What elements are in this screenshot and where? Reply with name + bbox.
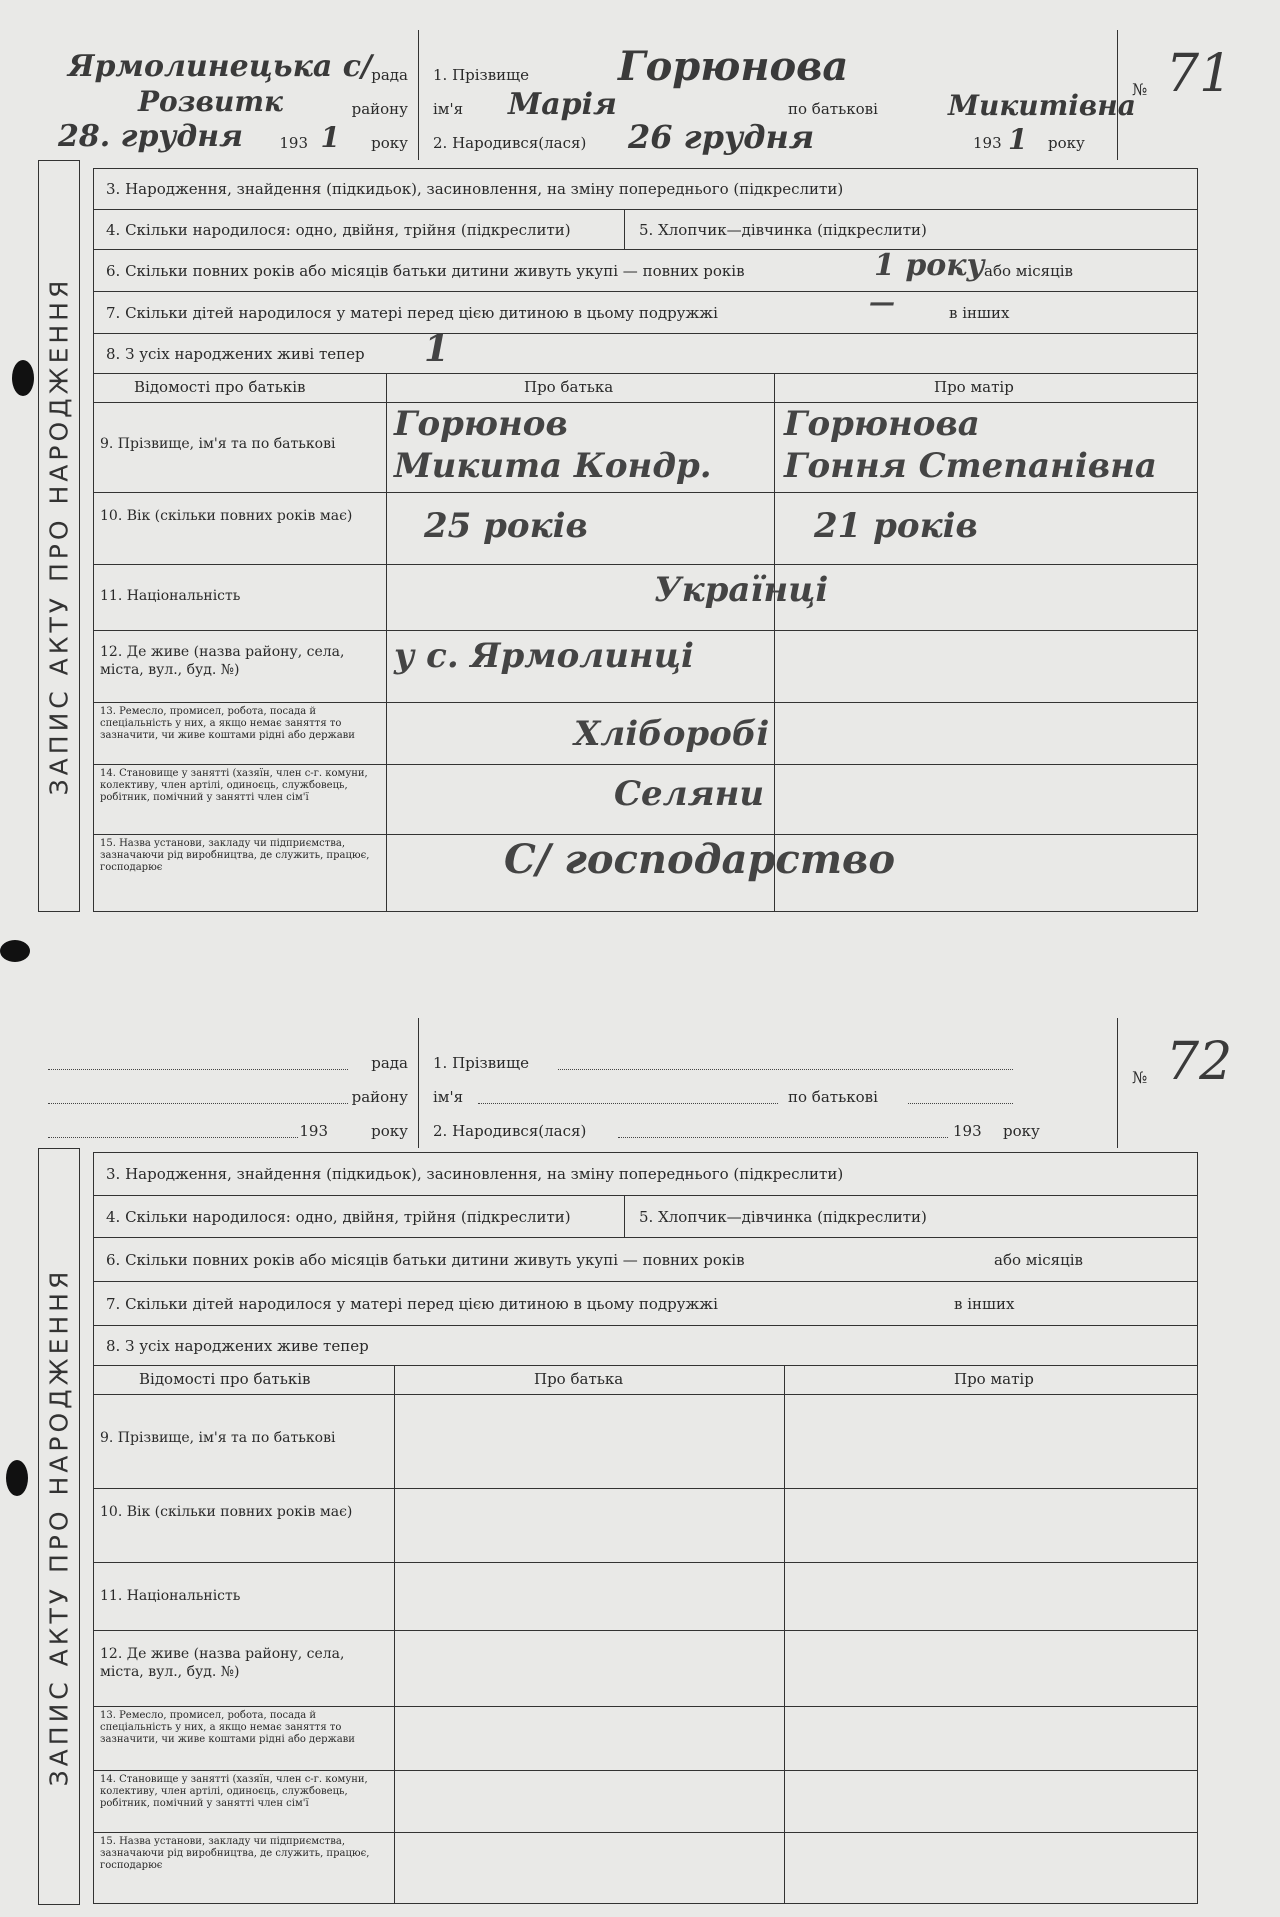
number-value: 72 [1166,1032,1233,1092]
surname-label: 1. Прізвище [433,66,530,84]
patronymic-label: по батькові [788,100,878,118]
label-9: 9. Прізвище, ім'я та по батькові [100,1430,336,1446]
row-6 [94,1237,1197,1282]
binding-hole [12,360,34,396]
label-13: 13. Ремесло, промисел, робота, посада й спеціальність у них, а якщо немає заняття то зазначити, чи живе коштами рідні або держави [100,706,355,741]
dotted-line [618,1137,948,1138]
record-number-box [1117,1018,1233,1148]
record-table [93,168,1198,912]
row-line [94,492,1197,493]
mother-age: 21 років [814,506,978,546]
row-line [94,1562,1197,1563]
born-label: 2. Народився(лася) [433,134,587,152]
born-label: 2. Народився(лася) [433,1122,587,1140]
row-3-text: 3. Народження, знайдення (підкидьок), засиновлення, на зміну попереднього (підкреслити) [106,1165,844,1183]
born-year-value: 1 [1008,123,1028,156]
row-6-value: 1 року [874,248,985,283]
raion-label: району [351,1088,408,1106]
birth-record-form-72 [38,1018,1233,1907]
parents-table [94,373,1197,911]
label-11: 11. Національність [100,588,241,604]
row-6 [94,249,1197,292]
workplace: С/ господарство [504,836,895,883]
row-3 [94,169,1197,209]
col-divider [386,374,387,911]
residence: у с. Ярмолинці [394,636,694,676]
row-6-text: 6. Скільки повних років або місяців батьки дитини живуть укупі — повних років [106,1251,745,1269]
binding-hole [0,940,30,962]
raion-label: району [351,100,408,118]
mother-surname: Горюнова [784,404,980,444]
patronymic-value: Микитівна [948,89,1136,122]
row-7-value: — [869,288,895,318]
row-3 [94,1153,1197,1195]
birth-record-form-71 [38,30,1233,910]
position: Селяни [614,774,765,814]
father-age: 25 років [424,506,588,546]
label-11: 11. Національність [100,1588,241,1604]
year-prefix: 193 [299,1122,328,1140]
father-surname: Горюнов [394,404,568,444]
label-10: 10. Вік (скільки повних років має) [100,508,353,524]
head-mother: Про матір [934,378,1014,396]
mother-name: Гоння Степанівна [784,446,1157,486]
dotted-line [48,1137,298,1138]
row-7 [94,288,1197,334]
row-7-tail: в інших [949,304,1010,322]
year-value: 1 [320,121,340,154]
row-6-tail: або місяців [994,1251,1083,1269]
head-mother: Про матір [954,1370,1034,1388]
row-8-text: 8. З усіх народжених живе тепер [106,1337,369,1355]
row-7-text: 7. Скільки дітей народилося у матері перед цією дитиною в цьому подружжі [106,1295,718,1313]
row-5-text: 5. Хлопчик—дівчинка (підкреслити) [639,221,927,239]
head-father: Про батька [534,1370,624,1388]
label-14: 14. Становище у занятті (хазяїн, член с-г. комуни, колективу, член артілі, одиноєць, службовець, робітник, помічний у занятті член сім'ї [100,768,368,803]
row-6-tail: або місяців [984,262,1073,280]
row-8 [94,1325,1197,1366]
rada-label: рада [371,1054,408,1072]
born-year-prefix: 193 [973,134,1002,152]
dotted-line [478,1103,778,1104]
row-line [94,1770,1197,1771]
row-8-text: 8. З усіх народжених живі тепер [106,345,365,363]
number-label: № [1132,1068,1148,1087]
row-7 [94,1281,1197,1326]
dotted-line [908,1103,1013,1104]
dotted-line [558,1069,1013,1070]
row-line [94,1832,1197,1833]
raion-value: Розвитк [138,85,283,118]
row-8-value: 1 [424,328,450,370]
label-13: 13. Ремесло, промисел, робота, посада й спеціальність у них, а якщо немає заняття то зазначити, чи живе коштами рідні або держави [100,1710,355,1745]
row-line [94,402,1197,403]
col-divider [774,374,775,911]
name-label: ім'я [433,1088,464,1106]
date-value: 28. грудня [58,119,244,154]
row-line [94,764,1197,765]
row-line [94,564,1197,565]
header-left [38,1018,419,1148]
label-12: 12. Де живе (назва району, села, міста, вул., буд. №) [100,644,345,678]
row-7-tail: в інших [954,1295,1015,1313]
number-label: № [1132,80,1148,99]
born-year-prefix: 193 [953,1122,982,1140]
row-line [94,1394,1197,1395]
row-7-text: 7. Скільки дітей народилося у матері перед цією дитиною в цьому подружжі [106,304,718,322]
label-10: 10. Вік (скільки повних років має) [100,1504,353,1520]
row-4-text: 4. Скільки народилося: одно, двійня, трійня (підкреслити) [106,1208,571,1226]
year-label: року [371,1122,408,1140]
born-year-label: року [1003,1122,1040,1140]
label-12: 12. Де живе (назва району, села, міста, вул., буд. №) [100,1646,345,1680]
header-middle [428,1018,1133,1148]
number-value: 71 [1166,44,1233,104]
head-info: Відомості про батьків [134,378,306,396]
header-middle [428,30,1136,160]
row-4-text: 4. Скільки народилося: одно, двійня, трійня (підкреслити) [106,221,571,239]
row-line [94,834,1197,835]
side-title-box [38,1148,80,1905]
row-line [94,1488,1197,1489]
row-line [94,630,1197,631]
rada-value: Ярмолинецька с/ [68,49,372,84]
year-prefix: 193 [279,134,308,152]
label-15: 15. Назва установи, закладу чи підприємства, зазначаючи рід виробництва, де служить, працює, господарює [100,838,370,873]
name-label: ім'я [433,100,464,118]
father-name: Микита Кондр. [394,446,712,486]
side-title: ЗАПИС АКТУ ПРО НАРОДЖЕННЯ [44,1267,74,1786]
row-4-5 [94,209,1197,250]
surname-label: 1. Прізвище [433,1054,530,1072]
head-father: Про батька [524,378,614,396]
header-left [38,30,419,160]
col-divider [394,1366,395,1903]
row-8 [94,328,1197,374]
divider [624,1196,625,1238]
name-value: Марія [508,87,617,122]
head-info: Відомості про батьків [139,1370,311,1388]
record-table [93,1152,1198,1904]
row-4-5 [94,1195,1197,1238]
dotted-line [48,1069,348,1070]
born-value: 26 грудня [628,118,815,156]
row-line [94,1706,1197,1707]
col-divider [784,1366,785,1903]
binding-hole [6,1460,28,1496]
rada-label: рада [371,66,408,84]
record-number-box [1117,30,1233,160]
side-title-box [38,160,80,912]
divider [624,210,625,250]
patronymic-label: по батькові [788,1088,878,1106]
row-6-text: 6. Скільки повних років або місяців батьки дитини живуть укупі — повних років [106,262,745,280]
row-5-text: 5. Хлопчик—дівчинка (підкреслити) [639,1208,927,1226]
dotted-line [48,1103,348,1104]
label-9: 9. Прізвище, ім'я та по батькові [100,436,336,452]
surname-value: Горюнова [618,43,849,90]
born-year-label: року [1048,134,1085,152]
year-label: року [371,134,408,152]
row-line [94,702,1197,703]
row-3-text: 3. Народження, знайдення (підкидьок), засиновлення, на зміну попереднього (підкреслити) [106,180,844,198]
nationality: Українці [654,570,829,610]
label-15: 15. Назва установи, закладу чи підприємства, зазначаючи рід виробництва, де служить, працює, господарює [100,1836,370,1871]
side-title: ЗАПИС АКТУ ПРО НАРОДЖЕННЯ [44,276,74,796]
row-line [94,1630,1197,1631]
parents-table [94,1365,1197,1903]
occupation: Хліборобі [574,714,770,754]
label-14: 14. Становище у занятті (хазяїн, член с-г. комуни, колективу, член артілі, одиноєць, службовець, робітник, помічний у занятті член сім'ї [100,1774,368,1809]
